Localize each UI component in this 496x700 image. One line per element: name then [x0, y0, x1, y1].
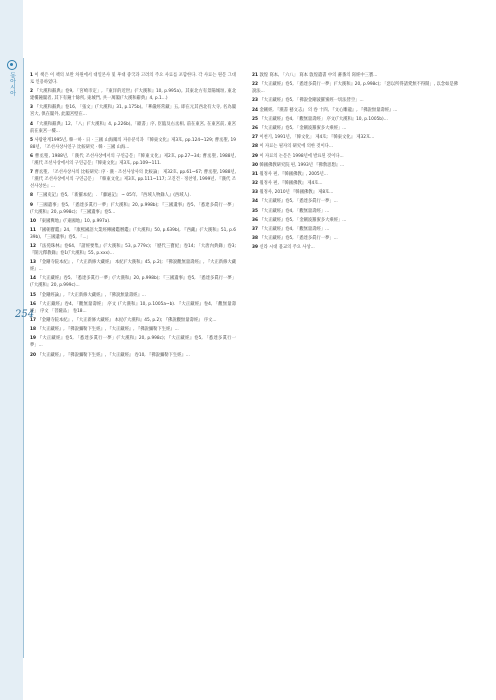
endnote-text: 『大漢和辭典』卷16, 「張文」(『大漢和』31, p.175b)。「華嚴經常藏」五, 即在元其西北有大寺, 名為閣宮大, 俱在閣外, 此閣宮壁在... — [30, 105, 236, 118]
endnote-text: 曹丞聖, 1988년, 「漢代 조선사상에서의 구연금문」『韓東文化』제2호, pp.27~34; 曹丞聖, 1988년, 「漢代 조선사상에서의 구연금문」『韓東文化』제3호, pp.109~111. — [30, 153, 236, 166]
endnote-text: 이 자료는 필자의 研究에 의한 것이다... — [259, 144, 333, 150]
endnote-text: 『大正藏經』卷4, 「觀無量壽經」 序文(『大漢和』10, p.1005b)... — [259, 116, 388, 122]
endnote-text: 이 책은 이 책의 보완 차원에서 대일본사 및 후대 중국과 고려의 주요 사료를 포함한다. 각 사료는 원문 그대로 인용하였다. — [30, 73, 236, 85]
endnote — [252, 107, 458, 114]
endnote-text: 『大正藏經』卷5, 「悉達多眞行一夢」(『大漢和』20, p.998b); 『三國遺事』卷5, 「悉達多眞行一夢」(『大漢和』20, p.999c)... — [30, 276, 236, 289]
endnote — [252, 171, 458, 178]
endnote-text: 『大正藏經』, 『佛說彌勒下生經』, 『大正藏經』 卷10, 『佛說彌勒下生經』... — [37, 352, 190, 358]
endnote-text: 『金剛寺院本紀』, 『大正新修大藏經』 本紀(『大漢和』45, p.2); 『佛說觀無量壽經』, 『大正新修大藏經』... — [30, 260, 236, 273]
endnote-number: 17 — [30, 318, 36, 323]
endnote-number: 9 — [30, 202, 33, 208]
endnote-number: 3 — [30, 105, 33, 111]
endnote-text: 『三國史記』卷5, 「新羅本紀」. 『藤通記』 ~ 05年, 『西域人物錄人』(西域人). — [34, 193, 191, 199]
endnote-text: 曹丞聖, 「조선사상사의 比較研究: 序 · 漢 · 조선사상사의 比較論」 제32호, pp.61~67; 曹丞聖, 1988년, 「漢代 조선사상에서의 구연금문」 『韓東文化』제3호, pp.111~117; 고진건 · 정찬영, 1999년, 『漢代 조선사상론』... — [30, 170, 236, 190]
endnote-number: 28 — [252, 144, 258, 150]
endnote — [252, 116, 458, 123]
endnote — [252, 72, 458, 79]
endnote-number: 25 — [252, 116, 258, 122]
endnote-number: 21 — [252, 73, 258, 78]
endnote-number: 34 — [252, 199, 258, 205]
endnote — [30, 259, 236, 273]
endnote-number: 23 — [252, 98, 258, 104]
endnote — [30, 301, 236, 315]
endnote — [30, 137, 236, 151]
endnote — [30, 352, 236, 359]
endnote-number: 5 — [30, 137, 33, 143]
endnote — [252, 153, 458, 160]
endnote — [30, 335, 236, 349]
endnote-text: 월정사 편, 『韓國佛敎』 제4호... — [259, 181, 323, 187]
endnote — [30, 153, 236, 167]
endnote-number: 4 — [30, 121, 33, 127]
endnote — [252, 217, 458, 224]
endnote-number: 22 — [252, 82, 258, 88]
endnote-number: 11 — [30, 227, 36, 233]
endnote — [30, 227, 236, 241]
endnote-text: 『金剛經論』, 『大正新修大藏經』, 『佛說無量壽經』... — [37, 292, 146, 298]
endnote-text: 『國朝寶鑑』24, 『康熙國語大業經傳國鑑曆鑑』(『大漢和』50, p.639b), 『西藏』(『大漢和』51, p.639b), 『三國遺事』卷5, 「...」 — [30, 227, 236, 240]
page-number: 254 — [15, 309, 35, 320]
endnote-number: 39 — [252, 245, 258, 251]
endnote — [30, 104, 236, 118]
endnote — [252, 81, 458, 95]
endnote-text: 『大正藏經』卷5, 「佛說金剛波羅蜜經一切法皆空」... — [259, 98, 364, 104]
notes-column-left — [30, 72, 236, 361]
endnote-number: 36 — [252, 217, 258, 223]
endnote-text: 사람관계1995년, 韓一하 · 日 · 三國 山海關의 자유분석과 『韓東文化』제3호, pp.124~129; 曹丞聖, 1988년, 「조선사상사연구 比較研究 · 韓 · 三國 山海... — [30, 137, 236, 150]
endnote-number: 12 — [30, 244, 36, 250]
endnote-number: 16 — [30, 301, 36, 307]
endnote-text: 『大正藏經』卷5, 「金剛波羅蜜多大乘經」... — [259, 125, 347, 131]
endnote — [30, 121, 236, 135]
endnote-number: 1 — [30, 73, 33, 78]
endnote-number: 32 — [252, 181, 258, 187]
endnote — [30, 169, 236, 190]
endnote-text: 「三國遺事」卷5, 「悉達多眞行一夢」(『大漢和』20, p.998b); 『三國遺事』卷5, 「悉達多眞行一夢」(『大漢和』20, p.998c); 『三國遺事』卷5... — [30, 202, 236, 215]
endnote — [252, 125, 458, 132]
endnote-text: 『大正藏經』卷5, 「悉達多眞行一夢」... — [259, 199, 338, 205]
endnote-text: 『大正藏經』卷5, 「悉達多眞行一夢」... — [259, 236, 338, 242]
endnote — [30, 218, 236, 225]
endnote-text: 월정사 편, 『韓國佛敎』, 2005년... — [259, 171, 328, 177]
endnote-text: 이 자료의 논문은 1998년에 발표된 것이다... — [259, 153, 344, 159]
endnote-number: 27 — [252, 135, 258, 141]
endnote-number: 31 — [252, 171, 258, 177]
endnote-number: 10 — [30, 218, 36, 224]
endnote-number: 29 — [252, 153, 258, 159]
sidebar-rule — [23, 58, 24, 658]
endnote-text: 韓國佛敎研究院 편, 1993년 『佛敎思想』... — [259, 162, 345, 168]
endnote — [30, 326, 236, 333]
endnote-text: 『大漢和辭典』卷9, 「宮崎市定」, 『東洋的近世』(『大漢和』10, p.995a)。其東北方有景陽城垣, 東北建樓鐘閣者, 其下有鐘十餘所, 東城門, 共一萬閣(『大漢和辭典』4, p.1...) — [30, 89, 236, 102]
logo-text: 동아시아 — [8, 72, 16, 96]
endnote — [252, 143, 458, 150]
endnote-text: 敦煌 寫本, 「六八」 寫本 敦煌遺書 中의 蕃番의 寫經中三寶... — [259, 73, 378, 78]
endnote-text: 『大正藏經』卷4, 「觀無量壽經」... — [259, 208, 330, 214]
endnote-number: 6 — [30, 153, 33, 159]
endnote — [252, 97, 458, 104]
endnote-number: 26 — [252, 125, 258, 131]
endnote-text: 『法苑珠林』卷64, 『諸經要集』(『大漢和』53, p.779c); 「歷代三寶紀」卷14; 「大唐內典錄」卷3; 『開元釋教錄』卷1(『大漢和』55, p.xxx)... — [30, 244, 236, 257]
endnote — [30, 192, 236, 199]
endnote-number: 24 — [252, 107, 258, 113]
endnote — [252, 226, 458, 233]
endnote-number: 7 — [30, 170, 33, 176]
endnote — [252, 134, 458, 141]
endnote-text: 『大正藏經』卷4, 「觀無量壽經」... — [259, 227, 330, 232]
endnote-number: 13 — [30, 260, 36, 266]
endnote — [252, 244, 458, 251]
endnote — [252, 235, 458, 242]
endnote — [30, 202, 236, 216]
endnote — [30, 243, 236, 257]
endnote — [30, 275, 236, 289]
endnote-text: 『大正藏經』, 『佛說彌勒下生經』, 『大正藏經』, 『佛說彌勒下生經』... — [37, 327, 179, 333]
endnote-number: 20 — [30, 352, 36, 358]
endnote-text: 『金剛寺院本紀』, 『大正新修大藏經』 本紀(『大漢和』45, p.2); 『佛說觀無量壽經』 序文... — [37, 318, 217, 323]
endnote — [30, 317, 236, 324]
notes-column-right — [252, 72, 458, 254]
endnote-text: 『大漢和辭典』12, 「八」(『大漢和』4, p.226b)。「歐書」序, 臣臨及右丞相, 前在東宮, 在東宮前, 東宮前在東宮一樓... — [30, 121, 236, 134]
endnote-number: 30 — [252, 162, 258, 168]
endnote-number: 8 — [30, 193, 33, 199]
endnote-number: 14 — [30, 276, 36, 282]
endnote-number: 33 — [252, 190, 258, 196]
endnote-text: 신라 시대 불교의 주요 사상... — [259, 245, 315, 251]
endnote-text: 『大正藏經』卷4, 「觀無量壽經」 序文 (『大漢和』10, p.1005a~b). 『大正藏經』卷4, 「觀無量壽經」 序文 「菩薩品」 卷18... — [30, 301, 236, 314]
endnote-text: 이천기, 1991년, 「韓文化」 제4호; 『韓東文化』 제32호... — [259, 135, 375, 141]
endnote — [252, 208, 458, 215]
endnote-number: 38 — [252, 236, 258, 242]
endnote — [252, 180, 458, 187]
logo-circle-icon — [7, 60, 17, 70]
endnote-text: 『大正藏經』卷5, 「金剛波羅蜜多大乘經」... — [259, 217, 347, 223]
endnote-number: 19 — [30, 336, 36, 342]
endnote — [252, 198, 458, 205]
endnote-text: 金剛經, 『漢書 藝文志』 의 卷 十四, 『文心雕龍』, 『佛說無量壽經』... — [259, 107, 398, 113]
endnote — [252, 189, 458, 196]
endnote — [30, 292, 236, 299]
endnote — [252, 162, 458, 169]
endnote — [30, 72, 236, 86]
endnote-number: 37 — [252, 227, 258, 232]
sidebar-band — [0, 0, 23, 700]
endnote-number: 15 — [30, 292, 36, 298]
endnote-text: 『大正藏經』卷5, 「悉達多眞行一夢」(『大漢和』20, p.998c); 「惡以所得諸愛無不得開」, 以念如是佛說法... — [252, 82, 458, 95]
endnote-number: 18 — [30, 327, 36, 333]
endnote-text: 『大正藏經』卷5, 「悉達多眞行一夢」(『大漢和』20, p.998c); 『大正藏經』卷5, 「悉達多眞行一夢」... — [30, 336, 236, 349]
endnote-number: 2 — [30, 89, 33, 95]
endnote-text: 월정사, 2010년 『韓國佛敎』 제8호... — [259, 190, 334, 196]
endnote — [30, 88, 236, 102]
endnote-text: 『東國輿地』(『東國地』10, p.997a). — [37, 218, 111, 224]
series-logo — [4, 60, 20, 96]
endnote-number: 35 — [252, 208, 258, 214]
